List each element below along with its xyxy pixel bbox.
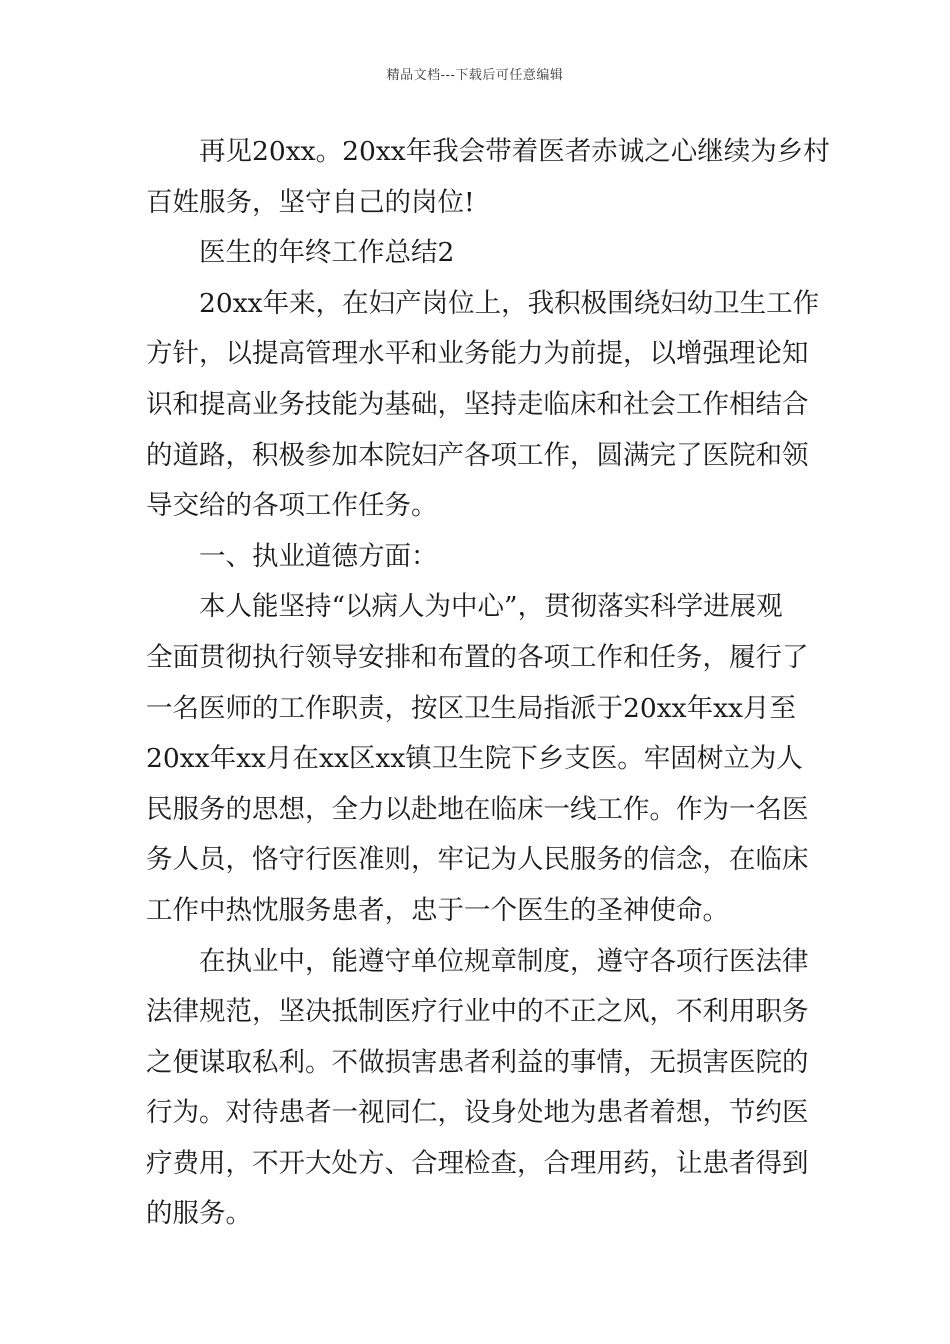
text-line: 之便谋取私利。不做损害患者利益的事情，无损害医院的 (146, 1046, 809, 1078)
text-line: 的道路，积极参加本院妇产各项工作，圆满完了医院和领 (146, 439, 809, 471)
text-line: 法律规范，坚决抵制医疗行业中的不正之风，不利用职务 (146, 996, 809, 1028)
paragraph (146, 532, 808, 583)
text-line: 务人员，恪守行医准则，牢记为人民服务的信念，在临床 (146, 844, 809, 876)
paragraph (146, 279, 820, 532)
paragraph (146, 582, 808, 936)
text-line: 识和提高业务技能为基础，坚持走临床和社会工作相结合 (146, 388, 809, 420)
text-line: 方针，以提高管理水平和业务能力为前提，以增强理论知 (146, 338, 809, 370)
document-body (146, 127, 830, 1240)
text-line: 再见20xx。20xx年我会带着医者赤诚之心继续为乡村 (199, 136, 830, 167)
text-line: 本人能坚持“以病人为中心”，贯彻落实科学进展观 (199, 591, 783, 623)
text-line: 疗费用，不开大处方、合理检查，合理用药，让患者得到 (146, 1147, 809, 1179)
text-line: 在执业中，能遵守单位规章制度，遵守各项行医法律 (199, 945, 809, 977)
text-line: 民服务的思想，全力以赴地在临床一线工作。作为一名医 (146, 793, 809, 825)
text-line: 全面贯彻执行领导安排和布置的各项工作和任务，履行了 (146, 641, 809, 673)
text-line: 工作中热忱服务患者，忠于一个医生的圣神使命。 (146, 894, 729, 926)
paragraph (146, 228, 808, 279)
text-line: 医生的年终工作总结2 (199, 237, 455, 269)
text-line: 的服务。 (146, 1198, 252, 1230)
text-line: 行为。对待患者一视同仁，设身处地为患者着想，节约医 (146, 1097, 809, 1129)
text-line: 一名医师的工作职责，按区卫生局指派于20xx年xx月至 (146, 692, 797, 724)
text-line: 百姓服务，坚守自己的岗位! (146, 186, 475, 218)
paragraph (146, 127, 830, 228)
text-line: 20xx年xx月在xx区xx镇卫生院下乡支医。牢固树立为人 (146, 743, 803, 775)
paragraph (146, 937, 808, 1241)
text-line: 20xx年来，在妇产岗位上，我积极围绕妇幼卫生工作 (199, 287, 820, 319)
text-line: 导交给的各项工作任务。 (146, 490, 438, 522)
text-line: 一、执业道德方面： (199, 540, 438, 572)
page-header: 精品文档---下载后可任意编辑 (386, 68, 564, 83)
